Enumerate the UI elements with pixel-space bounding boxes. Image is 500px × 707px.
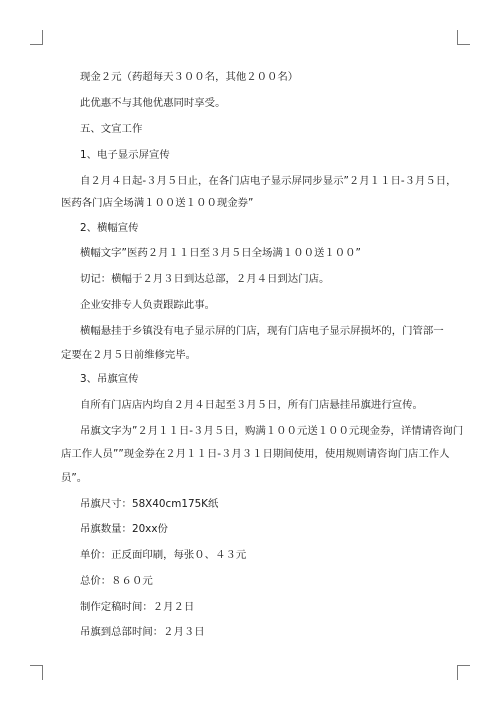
text-line: 此优惠不与其他优惠同时享受。 [80,97,226,109]
crop-mark-bottom-right [457,665,470,680]
text-line: 吊旗文字为”２月１１日-３月５日，购满１００元送１００元现金券，详情请咨询门 [80,425,464,437]
subsection-heading: 1、电子显示屏宣传 [80,149,170,161]
text-line: 制作定稿时间：２月２日 [80,601,195,613]
text-line: 吊旗数量：20xx份 [80,523,168,535]
text-line: 横幅文字”医药２月１１日至３月５日全场满１００送１００” [80,247,361,259]
crop-mark-top-right [457,30,470,45]
text-line: 吊旗尺寸：58X40cm175K纸 [80,498,219,510]
crop-mark-top-left [30,30,43,45]
text-line: 现金２元（药超每天３００名，其他２００名） [80,71,299,83]
text-line: 定要在２月５日前维修完毕。 [61,349,197,361]
text-line: 总价：８６０元 [80,575,153,587]
text-line: 企业安排专人负责跟踪此事。 [80,299,216,311]
subsection-heading: 2、横幅宣传 [80,222,139,234]
text-line: 自２月４日起-３月５日止，在各门店电子显示屏同步显示”２月１１日-３月５日， [80,175,457,187]
text-line: 横幅悬挂于乡镇没有电子显示屏的门店，现有门店电子显示屏损坏的，门管部一 [80,325,444,337]
text-line: 店工作人员””现金券在２月１１日-３月３１日期间使用，使用规则请咨询门店工作人 [61,448,450,460]
section-heading: 五、文宣工作 [80,123,143,135]
text-line: 切记：横幅于２月３日到达总部，２月４日到达门店。 [80,273,330,285]
crop-mark-bottom-left [30,665,43,680]
text-line: 医药各门店全场满１００送１００现金券” [61,197,254,209]
text-line: 员”。 [61,472,88,484]
text-line: 吊旗到总部时间：２月３日 [80,626,205,638]
subsection-heading: 3、吊旗宣传 [80,373,139,385]
text-line: 自所有门店店内均自２月４日起至３月５日，所有门店悬挂吊旗进行宣传。 [80,399,423,411]
text-line: 单价：正反面印刷，每张０、４３元 [80,549,247,561]
